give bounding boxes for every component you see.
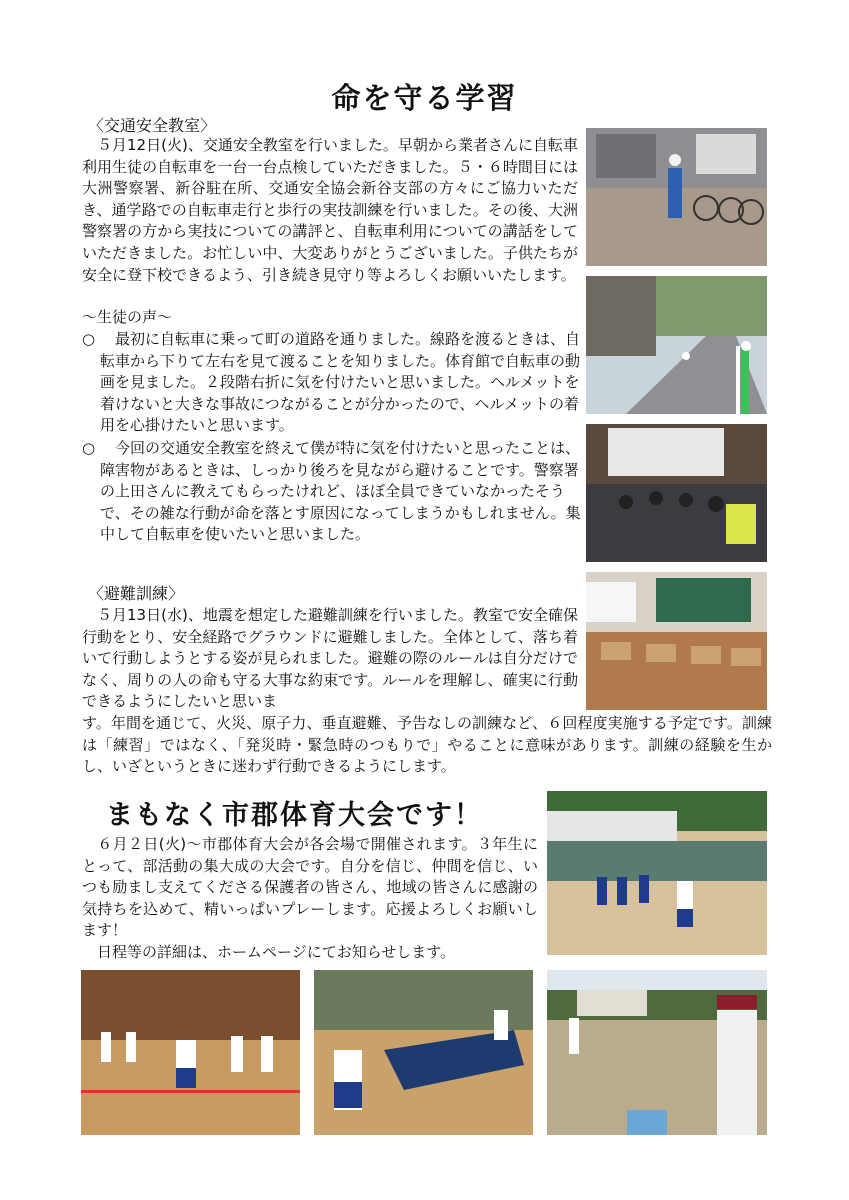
student-voice-item bbox=[82, 329, 582, 437]
sports-meet-body: ６月２日(火)～市郡体育大会が各会場で開催されます。３年生にとって、部活動の集大成の大会です。自分を信じ、仲間を信じ、いつも励まし支えてくださる保護者の皆さん、地域の皆さんに感謝の気持ちを込めて、精いっぱいプレーします。応援よろしくお願いします！ bbox=[82, 835, 538, 940]
soft-tennis-photo bbox=[547, 791, 767, 955]
sports-meet-note: 日程等の詳細は、ホームページにてお知らせします。 bbox=[82, 943, 456, 961]
evacuation-drill-heading: 〈避難訓練〉 bbox=[88, 584, 185, 603]
sports-meet-title: まもなく市郡体育大会です！ bbox=[106, 800, 483, 831]
traffic-safety-heading: 〈交通安全教室〉 bbox=[88, 116, 217, 135]
gym-lecture-photo bbox=[586, 424, 767, 562]
student-voice-text: 最初に自転車に乗って町の道路を通りました。線路を渡るときは、自転車から下りて左右を見て渡ることを知りました。体育館で自転車の動画を見ました。２段階右折に気を付けたいと思いました。ヘルメットを着けないと大きな事故につながることが分かったので、ヘルメットの着用を心掛けたいと思います。 bbox=[100, 330, 581, 435]
bullet-mark: ○ bbox=[82, 438, 96, 457]
student-voice-list bbox=[82, 329, 582, 546]
badminton-gym-photo bbox=[81, 970, 300, 1135]
classroom-drill-photo bbox=[586, 572, 767, 710]
baseball-practice-photo bbox=[547, 970, 767, 1135]
student-voice-item bbox=[82, 438, 582, 546]
table-tennis-photo bbox=[314, 970, 533, 1135]
evacuation-drill-body: ５月13日(水)、地震を想定した避難訓練を行いました。教室で安全確保行動をとり、安全経路でグラウンドに避難しました。全体として、落ち着いて行動しようとする姿が見られました。避難の際のルールは自分だけでなく、周りの人の命も守る大事な約束です。ルールを理解し、確実に行動できるようにしたいと思いま bbox=[82, 606, 578, 711]
bullet-mark: ○ bbox=[82, 330, 96, 348]
bicycle-inspection-photo bbox=[586, 128, 767, 266]
student-voice-heading: ～生徒の声～ bbox=[82, 308, 173, 326]
page-title: 命を守る学習 bbox=[331, 81, 518, 115]
student-voice-text: 今回の交通安全教室を終えて僕が特に気を付けたいと思ったことは、障害物があるときは、しっかり後ろを見ながら避けることです。警察署の上田さんに教えてもらったけれど、ほぼ全員できていなかったそうで、その雑な行動が命を落とす原因になってしまうかもしれません。集中して自転車を使いたいと思いました。 bbox=[100, 438, 581, 544]
traffic-safety-body: ５月12日(火)、交通安全教室を行いました。早朝から業者さんに自転車利用生徒の自転車を一台一台点検していただきました。５・６時間目には大洲警察署、新谷駐在所、交通安全協会新谷支部の方々にご協力いただき、通学路での自転車走行と歩行の実技訓練を行いました。その後、大洲警察署の方から実技についての講評と、自転車利用についての講話をしていただきました。お忙しい中、大変ありがとうございました。子供たちが安全に登下校できるよう、引き続き見守り等よろしくお願いいたします。 bbox=[82, 136, 578, 284]
street-training-photo bbox=[586, 276, 767, 414]
evacuation-drill-body-continued: す。年間を通じて、火災、原子力、垂直避難、予告なしの訓練など、６回程度実施する予定です。訓練は「練習」ではなく、「発災時・緊急時のつもりで」やることに意味があります。訓練の経験を生かし、いざというときに迷わず行動できるようにします。 bbox=[82, 714, 772, 776]
